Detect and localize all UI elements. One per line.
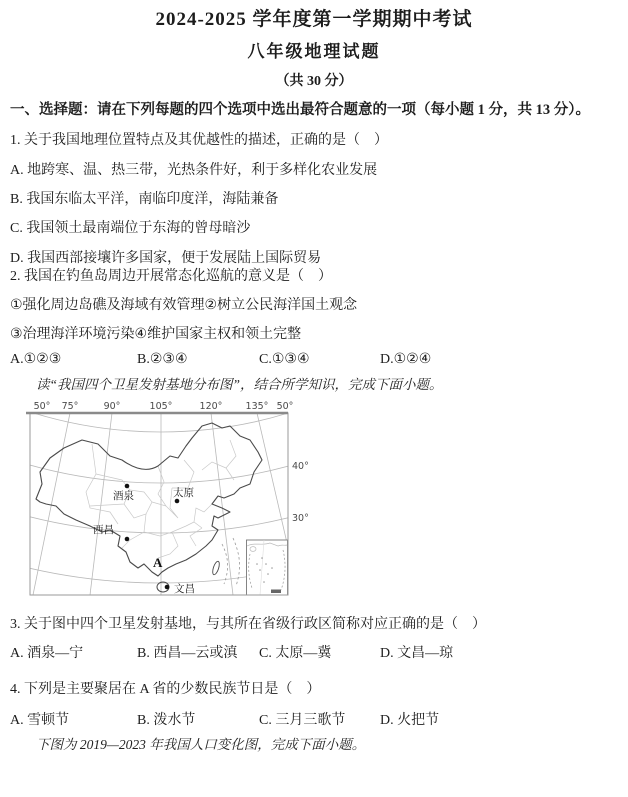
question-2-item-34: ③治理海洋环境污染④维护国家主权和领土完整: [10, 327, 302, 342]
section-heading: 一、选择题：请在下列每题的四个选项中选出最符合题意的一项（每小题 1 分，共 13 分）。: [10, 102, 590, 118]
map-label-lon105: 105°: [149, 401, 173, 412]
base-dot-xichang: [125, 537, 130, 542]
base-label-jiuquan: 酒泉: [113, 490, 134, 502]
base-label-taiyuan: 太原: [173, 487, 194, 499]
question-2-options-row: [10, 351, 622, 368]
china-map-figure: [26, 396, 322, 610]
question-2-option-c: C.①③④: [259, 352, 310, 367]
question-1-option-d: D. 我国西部接壤许多国家，便于发展陆上国际贸易: [10, 251, 322, 266]
satellite-bases-map: [26, 396, 322, 610]
question-3-option-b: B. 西昌—云或滇: [137, 646, 238, 661]
question-1-option-b: B. 我国东临太平洋，南临印度洋，海陆兼备: [10, 192, 279, 207]
question-3-options-row: [10, 642, 622, 662]
map-label-lat50-right: 50°: [276, 401, 294, 412]
question-3-option-d: D. 文昌—琼: [380, 646, 454, 661]
question-3-option-a: A. 酒泉—宁: [10, 646, 84, 661]
base-label-wenchang: 文昌: [174, 583, 195, 595]
base-dot-taiyuan: [175, 499, 180, 504]
map-label-lat40: 40°: [292, 461, 309, 472]
map-label-lat50-left: 50°: [33, 401, 51, 412]
base-dot-jiuquan: [125, 484, 130, 489]
question-2-option-b: B.②③④: [137, 352, 188, 367]
question-2-option-a: A.①②③: [10, 352, 62, 367]
inset-south-china-sea: [247, 540, 288, 595]
question-2-item-12: ①强化周边岛礁及海域有效管理②树立公民海洋国土观念: [10, 298, 358, 313]
question-4-option-a: A. 雪顿节: [10, 713, 70, 728]
question-4-stem: 4. 下列是主要聚居在 A 省的少数民族节日是（ ）: [10, 682, 321, 697]
base-label-xichang: 西昌: [93, 524, 114, 536]
exam-subtitle: 八年级地理试题: [247, 42, 381, 61]
launch-bases: [93, 484, 195, 595]
map-label-lat30: 30°: [292, 513, 309, 524]
question-4-option-c: C. 三月三歌节: [259, 713, 346, 728]
question-2-option-d: D.①②④: [380, 352, 432, 367]
map-label-lon120: 120°: [199, 401, 223, 412]
map-label-lon135: 135°: [245, 401, 269, 412]
question-1-option-a: A. 地跨寒、温、热三带，光热条件好，利于多样化农业发展: [10, 163, 378, 178]
base-dot-wenchang: [165, 585, 170, 590]
map-label-lon75: 75°: [61, 401, 79, 412]
question-2-stem: 2. 我国在钓鱼岛周边开展常态化巡航的意义是（ ）: [10, 269, 332, 284]
question-3-option-c: C. 太原—冀: [259, 646, 332, 661]
question-1-option-c: C. 我国领土最南端位于东海的曾母暗沙: [10, 221, 251, 236]
reading-instruction-map: 读“我国四个卫星发射基地分布图”，结合所学知识，完成下面小题。: [36, 377, 443, 392]
exam-title: 2024-2025 学年度第一学期期中考试: [155, 9, 473, 30]
question-4-options-row: [10, 709, 622, 729]
reading-instruction-population: 下图为 2019—2023 年我国人口变化图，完成下面小题。: [36, 737, 366, 752]
province-marker-a: A: [153, 555, 163, 570]
question-1-stem: 1. 关于我国地理位置特点及其优越性的描述，正确的是（ ）: [10, 133, 388, 148]
question-4-option-b: B. 泼水节: [137, 713, 196, 728]
question-3-stem: 3. 关于图中四个卫星发射基地，与其所在省级行政区简称对应正确的是（ ）: [10, 617, 486, 632]
question-4-option-d: D. 火把节: [380, 713, 440, 728]
map-label-lon90: 90°: [103, 401, 121, 412]
exam-total-points: （共 30 分）: [275, 74, 353, 89]
inset-scale-text: [271, 590, 281, 594]
